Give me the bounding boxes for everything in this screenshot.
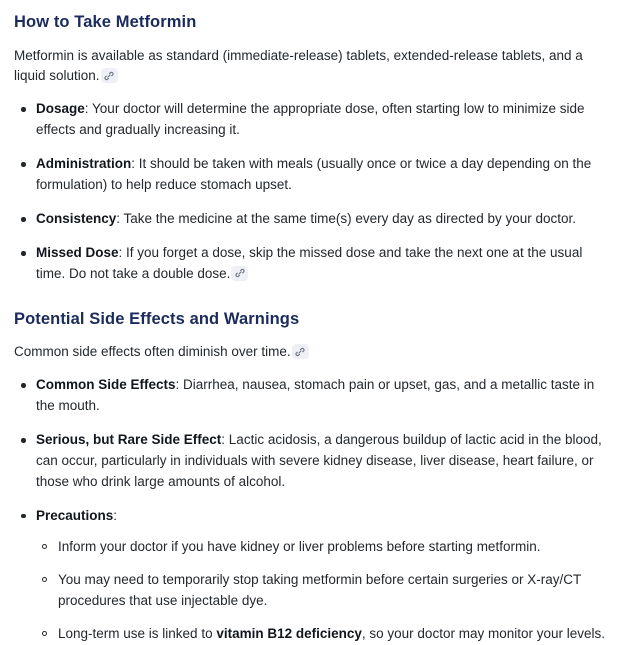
list-item-term: Serious, but Rare Side Effect xyxy=(36,432,222,448)
list-item-term: Administration xyxy=(36,156,132,172)
sub-list-item xyxy=(36,570,606,612)
list-item-term: Missed Dose xyxy=(36,245,119,261)
sub-list-item xyxy=(36,537,606,558)
precautions-sublist xyxy=(36,537,606,645)
list-item-text: : xyxy=(113,507,118,523)
list-item-text: : Diarrhea, nausea, stomach pain or upset, gas, and a metallic taste in the mouth. xyxy=(36,377,595,414)
list-item xyxy=(14,99,606,141)
section-heading-side-effects: Potential Side Effects and Warnings xyxy=(14,309,300,328)
sub-list-item-text-after: , so your doctor may monitor your levels. xyxy=(361,625,605,641)
list-item-term: Consistency xyxy=(36,211,117,227)
section-intro-text: Common side effects often diminish over time. xyxy=(14,344,291,360)
section-intro-text: Metformin is available as standard (immediate-release) tablets, extended-release tablets, and a liquid solution. xyxy=(14,47,583,84)
link-icon[interactable] xyxy=(292,344,309,359)
section-heading-how-to-take: How to Take Metformin xyxy=(14,13,197,31)
section-intro-side-effects xyxy=(14,342,606,363)
list-item-text: : If you forget a dose, skip the missed dose and take the next one at the usual time. Do not take a double dose. xyxy=(36,245,583,281)
side-effects-list xyxy=(14,375,606,644)
list-item xyxy=(14,243,606,285)
link-icon[interactable] xyxy=(101,68,118,83)
sub-list-item-bold: vitamin B12 deficiency xyxy=(216,625,362,641)
section-intro-how-to-take xyxy=(14,46,606,88)
sub-list-item-text: Inform your doctor if you have kidney or liver problems before starting metformin. xyxy=(58,538,541,554)
sub-list-item-text: Long-term use is linked to xyxy=(58,625,217,641)
list-item xyxy=(14,375,606,417)
list-item xyxy=(14,154,606,196)
list-item xyxy=(14,430,606,493)
list-item-term: Dosage xyxy=(36,101,85,117)
list-item-text: : Lactic acidosis, a dangerous buildup of lactic acid in the blood, can occur, particularly in individuals with severe kidney disease, liver disease, heart failure, or those who drink large amounts of alcohol. xyxy=(36,432,602,490)
how-to-take-list xyxy=(14,99,606,284)
link-icon[interactable] xyxy=(231,266,248,281)
list-item-term: Precautions xyxy=(36,507,114,523)
sub-list-item xyxy=(36,624,606,645)
sub-list-item-text: You may need to temporarily stop taking metformin before certain surgeries or X-ray/CT procedures that use injectable dye. xyxy=(58,571,581,608)
list-item-text: : Your doctor will determine the appropriate dose, often starting low to minimize side effects and gradually increasing it. xyxy=(36,101,585,138)
list-item xyxy=(14,506,606,645)
list-item-text: : Take the medicine at the same time(s) every day as directed by your doctor. xyxy=(116,211,576,227)
list-item-term: Common Side Effects xyxy=(36,377,176,393)
list-item-text: : It should be taken with meals (usually once or twice a day depending on the formulation) to help reduce stomach upset. xyxy=(36,156,592,193)
list-item xyxy=(14,209,606,230)
